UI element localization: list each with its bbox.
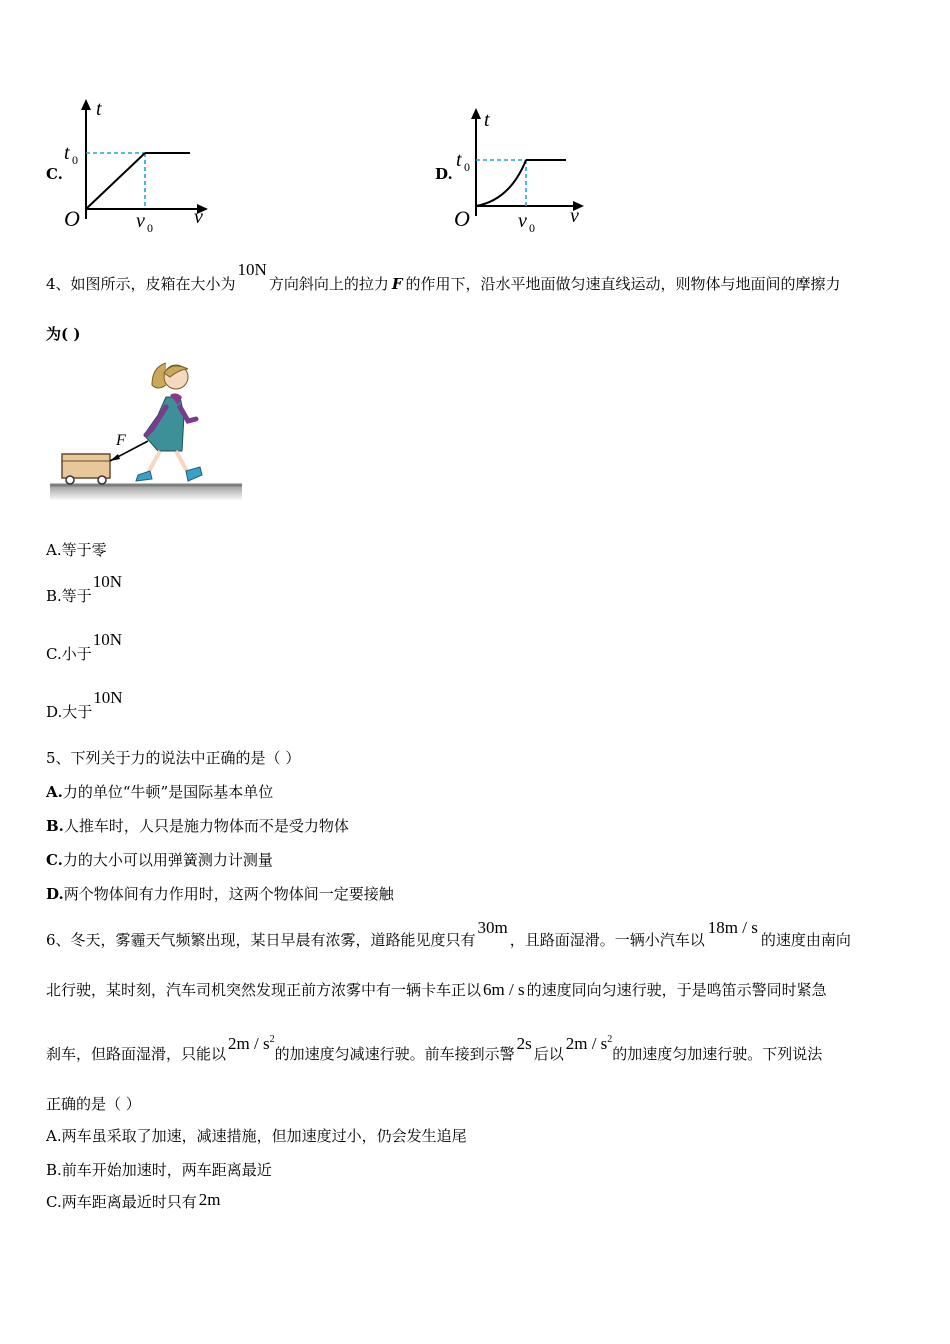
q6-option-c-value: 2m xyxy=(198,1190,221,1209)
q6-accel-exponent: 2 xyxy=(607,1034,613,1045)
q4-option-b xyxy=(46,572,123,606)
q6-line1-b: ，且路面湿滑。一辆小汽车以 xyxy=(509,931,705,949)
origin-label: O xyxy=(64,206,80,231)
q3-option-c-graph xyxy=(58,95,218,237)
q6-line1 xyxy=(46,918,851,950)
q6-option-b xyxy=(46,1160,272,1180)
t0-label: t xyxy=(64,142,70,164)
q4-stem-part2: 方向斜向上的拉力 xyxy=(268,275,389,293)
q3-option-c-label: C. xyxy=(46,165,63,183)
v-axis-label: v xyxy=(194,206,203,228)
q6-line3-d: 的加速度匀加速行驶。下列说法 xyxy=(612,1045,823,1063)
q5-option-c-text: 力的大小可以用弹簧测力计测量 xyxy=(62,851,273,869)
t0-subscript: 0 xyxy=(464,160,470,174)
q6-accel-base: 2m / s xyxy=(565,1034,608,1053)
q4-option-c-value: 10N xyxy=(92,630,122,649)
q5-option-c xyxy=(46,850,273,870)
q6-delay: 2s xyxy=(516,1034,532,1053)
q6-accel xyxy=(564,1034,613,1053)
q3-option-d-label: D. xyxy=(435,165,453,183)
q5-option-b-text: 人推车时，人只是施力物体而不是受力物体 xyxy=(63,817,349,835)
v0-subscript: 0 xyxy=(529,221,535,235)
q4-force-symbol: F xyxy=(391,275,403,293)
q5-option-d-letter: D. xyxy=(46,885,64,903)
q5-option-d xyxy=(46,884,394,904)
q4-option-d-text: D.大于 xyxy=(46,703,93,721)
q6-visibility: 30m xyxy=(477,918,508,937)
q4-figure-girl-pulling-box xyxy=(48,355,244,505)
q4-option-d xyxy=(46,688,123,722)
q4-option-b-value: 10N xyxy=(92,572,123,591)
ground-shade xyxy=(50,485,242,501)
q6-option-b-text: B.前车开始加速时，两车距离最近 xyxy=(46,1161,272,1179)
q6-line2-a: 北行驶，某时刻，汽车司机突然发现正前方浓雾中有一辆卡车正以 xyxy=(46,981,482,999)
q6-decel-base: 2m / s xyxy=(228,1034,270,1053)
v0-label: v xyxy=(518,210,527,232)
q5-option-a-text: 力的单位“牛顿”是国际基本单位 xyxy=(62,783,274,801)
q6-line3-b: 的加速度匀减速行驶。前车接到示警 xyxy=(274,1045,515,1063)
t0-subscript: 0 xyxy=(72,153,78,167)
q6-option-c xyxy=(46,1192,220,1212)
q6-decel-exponent: 2 xyxy=(269,1034,275,1045)
force-label: F xyxy=(116,432,126,449)
q6-line2-b: 的速度同向匀速行驶，于是鸣笛示警同时紧急 xyxy=(526,981,827,999)
v-axis-label: v xyxy=(570,205,579,227)
q4-stem-line1 xyxy=(46,260,841,294)
t-axis-label: t xyxy=(96,98,102,120)
q4-option-a-text: A.等于零 xyxy=(46,541,107,559)
q5-option-a-letter: A. xyxy=(46,783,63,801)
q6-decel xyxy=(226,1034,275,1053)
q5-option-c-letter: C. xyxy=(46,851,63,869)
q5-option-b xyxy=(46,816,349,836)
q4-force-value: 10N xyxy=(237,260,267,279)
q5-stem: 5、下列关于力的说法中正确的是（ ） xyxy=(46,749,301,767)
q4-option-b-text: B.等于 xyxy=(46,587,92,605)
q6-line1-c: 的速度由南向 xyxy=(760,931,851,949)
q5-option-d-text: 两个物体间有力作用时，这两个物体间一定要接触 xyxy=(63,885,394,903)
v0-subscript: 0 xyxy=(147,221,153,235)
q4-option-c-text: C.小于 xyxy=(46,645,92,663)
box-on-wheels xyxy=(62,454,110,484)
q6-option-a-text: A.两车虽采取了加速，减速措施，但加速度过小，仍会发生追尾 xyxy=(46,1127,467,1145)
q6-line4: 正确的是（ ） xyxy=(46,1095,141,1113)
q3-option-d-graph xyxy=(448,104,608,236)
q4-stem-part3: 的作用下，沿水平地面做匀速直线运动，则物体与地面间的摩擦力 xyxy=(405,275,841,293)
t0-label: t xyxy=(456,149,462,171)
v0-label: v xyxy=(136,210,145,232)
q6-option-c-text: C.两车距离最近时只有 xyxy=(46,1193,197,1211)
origin-label: O xyxy=(454,206,470,231)
t-axis-label: t xyxy=(484,109,490,131)
q6-option-a xyxy=(46,1126,467,1146)
q6-line3-c: 后以 xyxy=(533,1045,564,1063)
q4-stem-part1: 4、如图所示，皮箱在大小为 xyxy=(46,275,236,293)
q4-stem-line2: 为( ) xyxy=(46,325,81,343)
q6-line2 xyxy=(46,980,827,1000)
q6-car-speed: 18m / s xyxy=(707,918,758,937)
girl-figure xyxy=(136,363,202,481)
q6-line3 xyxy=(46,1034,823,1067)
q5-option-b-letter: B. xyxy=(46,817,64,835)
q4-option-c xyxy=(46,630,122,664)
q6-truck-speed: 6m / s xyxy=(483,980,525,999)
q6-line1-a: 6、冬天，雾霾天气频繁出现，某日早晨有浓雾，道路能见度只有 xyxy=(46,931,476,949)
q5-option-a xyxy=(46,782,273,802)
q4-option-a xyxy=(46,540,107,560)
q6-line3-a: 刹车，但路面湿滑，只能以 xyxy=(46,1045,227,1063)
q4-option-d-value: 10N xyxy=(93,688,123,707)
